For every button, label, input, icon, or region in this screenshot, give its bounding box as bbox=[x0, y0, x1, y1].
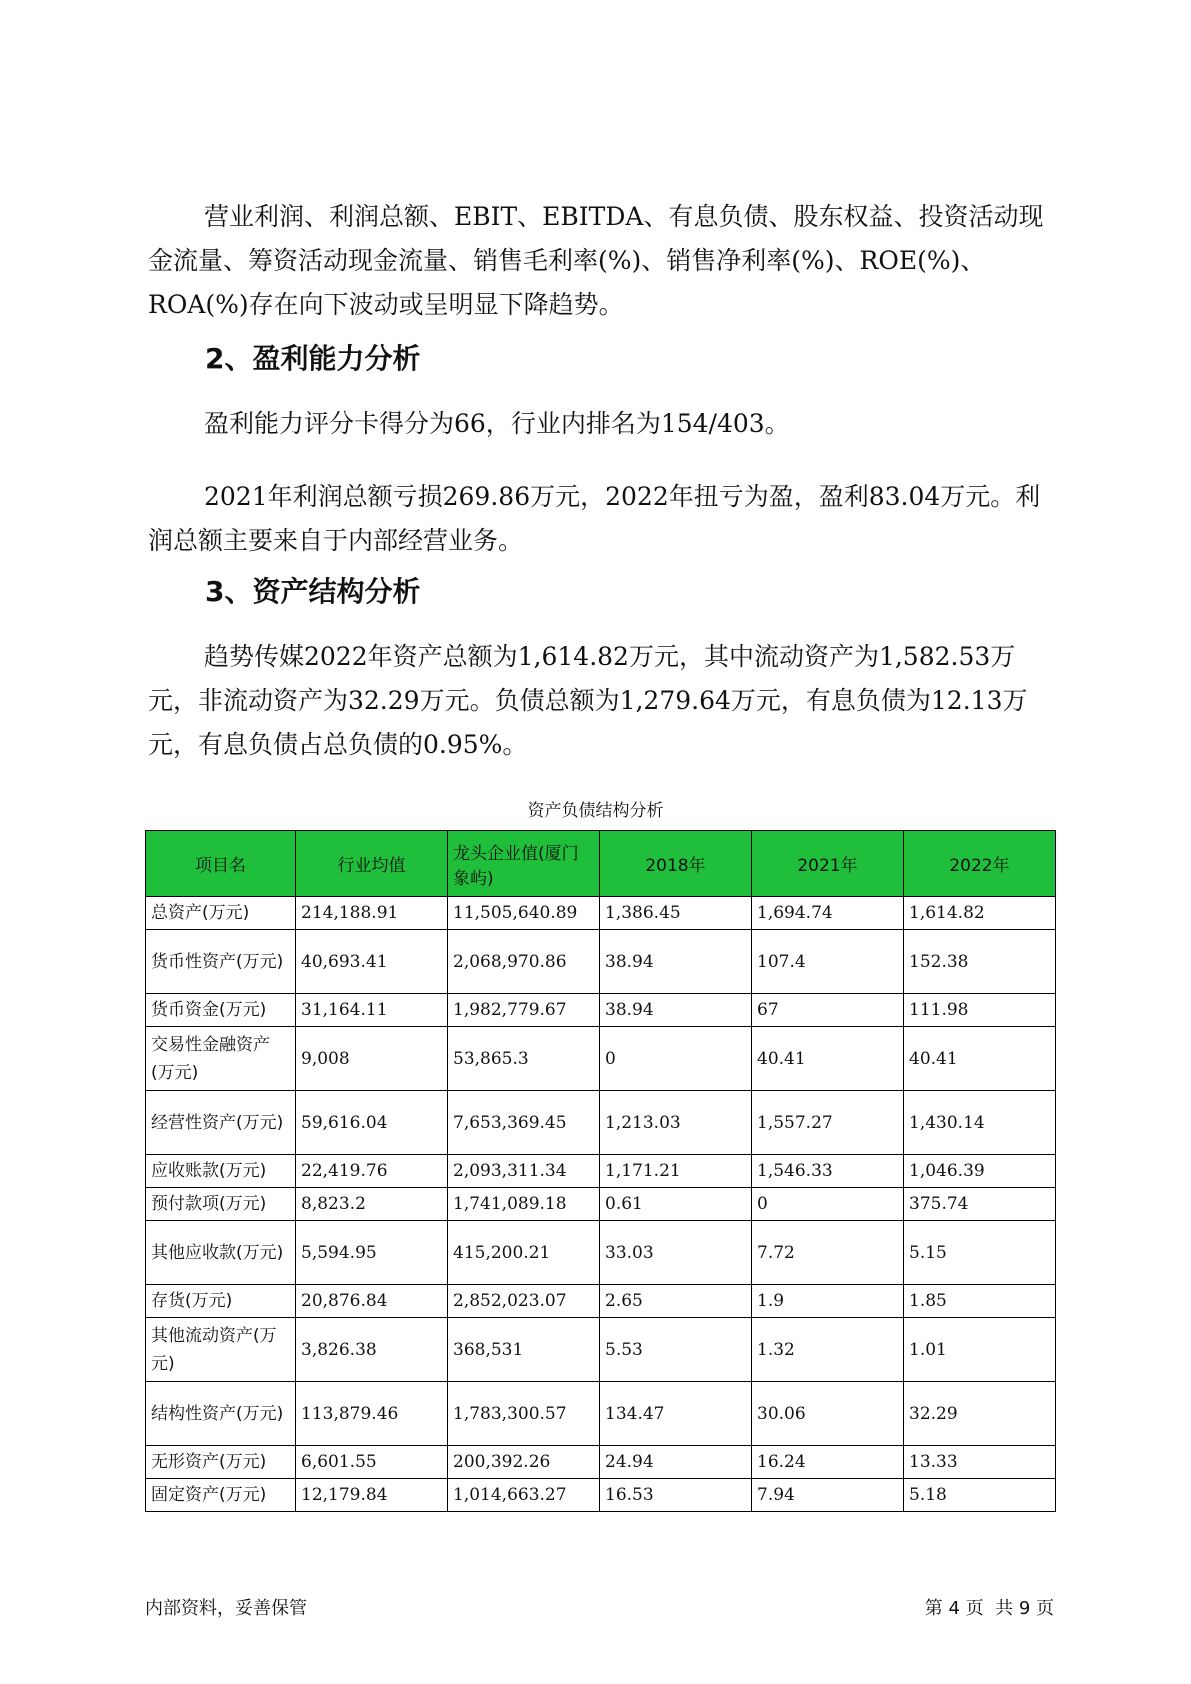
row-label-cell: 其他应收款(万元) bbox=[146, 1221, 296, 1285]
row-value-cell: 13.33 bbox=[904, 1446, 1056, 1479]
row-value-cell: 107.4 bbox=[752, 930, 904, 994]
row-value-cell: 1.85 bbox=[904, 1285, 1056, 1318]
intro-paragraph: 营业利润、利润总额、EBIT、EBITDA、有息负债、股东权益、投资活动现金流量、筹资活动现金流量、销售毛利率(%)、销售净利率(%)、ROE(%)、ROA(%)存在向下波动或呈明显下降趋势。 bbox=[148, 202, 1044, 319]
table-row bbox=[146, 1318, 1056, 1382]
table-row bbox=[146, 1479, 1056, 1512]
header-leader-value: 龙头企业值(厦门象屿) bbox=[448, 831, 600, 897]
row-value-cell: 1,783,300.57 bbox=[448, 1382, 600, 1446]
row-value-cell: 38.94 bbox=[600, 930, 752, 994]
table-body bbox=[146, 897, 1056, 1512]
header-item-name: 项目名 bbox=[146, 831, 296, 897]
row-value-cell: 113,879.46 bbox=[296, 1382, 448, 1446]
table-row bbox=[146, 1027, 1056, 1091]
row-value-cell: 59,616.04 bbox=[296, 1091, 448, 1155]
table-row bbox=[146, 1188, 1056, 1221]
table-row bbox=[146, 1446, 1056, 1479]
row-label-cell: 无形资产(万元) bbox=[146, 1446, 296, 1479]
table-row bbox=[146, 994, 1056, 1027]
row-value-cell: 40,693.41 bbox=[296, 930, 448, 994]
row-value-cell: 24.94 bbox=[600, 1446, 752, 1479]
row-value-cell: 1,014,663.27 bbox=[448, 1479, 600, 1512]
row-value-cell: 1,430.14 bbox=[904, 1091, 1056, 1155]
row-value-cell: 375.74 bbox=[904, 1188, 1056, 1221]
table-row bbox=[146, 897, 1056, 930]
row-value-cell: 415,200.21 bbox=[448, 1221, 600, 1285]
header-2018: 2018年 bbox=[600, 831, 752, 897]
row-value-cell: 152.38 bbox=[904, 930, 1056, 994]
row-value-cell: 3,826.38 bbox=[296, 1318, 448, 1382]
balance-sheet-table bbox=[145, 830, 1056, 1512]
table-row bbox=[146, 1382, 1056, 1446]
row-value-cell: 16.53 bbox=[600, 1479, 752, 1512]
row-value-cell: 12,179.84 bbox=[296, 1479, 448, 1512]
row-value-cell: 1,171.21 bbox=[600, 1155, 752, 1188]
row-label-cell: 固定资产(万元) bbox=[146, 1479, 296, 1512]
table-row bbox=[146, 1285, 1056, 1318]
row-value-cell: 5.53 bbox=[600, 1318, 752, 1382]
row-value-cell: 1,741,089.18 bbox=[448, 1188, 600, 1221]
header-2021: 2021年 bbox=[752, 831, 904, 897]
row-value-cell: 1,546.33 bbox=[752, 1155, 904, 1188]
row-value-cell: 1,614.82 bbox=[904, 897, 1056, 930]
row-value-cell: 33.03 bbox=[600, 1221, 752, 1285]
row-value-cell: 0.61 bbox=[600, 1188, 752, 1221]
row-value-cell: 1,982,779.67 bbox=[448, 994, 600, 1027]
row-value-cell: 20,876.84 bbox=[296, 1285, 448, 1318]
row-label-cell: 经营性资产(万元) bbox=[146, 1091, 296, 1155]
row-value-cell: 7.72 bbox=[752, 1221, 904, 1285]
row-value-cell: 134.47 bbox=[600, 1382, 752, 1446]
table-row bbox=[146, 1155, 1056, 1188]
row-value-cell: 0 bbox=[752, 1188, 904, 1221]
table-header-row bbox=[146, 831, 1056, 897]
row-value-cell: 2.65 bbox=[600, 1285, 752, 1318]
table-row bbox=[146, 1221, 1056, 1285]
row-value-cell: 1,046.39 bbox=[904, 1155, 1056, 1188]
row-value-cell: 40.41 bbox=[752, 1027, 904, 1091]
asset-structure-paragraph: 趋势传媒2022年资产总额为1,614.82万元，其中流动资产为1,582.53万元，非流动资产为32.29万元。负债总额为1,279.64万元，有息负债为12.13万元，有息负债占总负债的0.95%。 bbox=[148, 642, 1028, 759]
row-value-cell: 38.94 bbox=[600, 994, 752, 1027]
row-value-cell: 30.06 bbox=[752, 1382, 904, 1446]
row-value-cell: 1.32 bbox=[752, 1318, 904, 1382]
row-value-cell: 5.18 bbox=[904, 1479, 1056, 1512]
row-label-cell: 货币资金(万元) bbox=[146, 994, 296, 1027]
row-label-cell: 存货(万元) bbox=[146, 1285, 296, 1318]
row-value-cell: 1,694.74 bbox=[752, 897, 904, 930]
row-value-cell: 11,505,640.89 bbox=[448, 897, 600, 930]
row-value-cell: 31,164.11 bbox=[296, 994, 448, 1027]
footer-page-number: 第 4 页 共 9 页 bbox=[924, 1598, 1054, 1619]
row-value-cell: 1.9 bbox=[752, 1285, 904, 1318]
row-value-cell: 7,653,369.45 bbox=[448, 1091, 600, 1155]
row-value-cell: 16.24 bbox=[752, 1446, 904, 1479]
row-label-cell: 总资产(万元) bbox=[146, 897, 296, 930]
table-row bbox=[146, 930, 1056, 994]
row-value-cell: 40.41 bbox=[904, 1027, 1056, 1091]
row-value-cell: 1,557.27 bbox=[752, 1091, 904, 1155]
row-value-cell: 368,531 bbox=[448, 1318, 600, 1382]
row-value-cell: 2,068,970.86 bbox=[448, 930, 600, 994]
row-value-cell: 9,008 bbox=[296, 1027, 448, 1091]
row-value-cell: 7.94 bbox=[752, 1479, 904, 1512]
profit-total-paragraph: 2021年利润总额亏损269.86万元，2022年扭亏为盈，盈利83.04万元。利润总额主要来自于内部经营业务。 bbox=[148, 482, 1041, 555]
row-value-cell: 67 bbox=[752, 994, 904, 1027]
row-value-cell: 32.29 bbox=[904, 1382, 1056, 1446]
table-caption: 资产负债结构分析 bbox=[527, 801, 664, 821]
row-label-cell: 结构性资产(万元) bbox=[146, 1382, 296, 1446]
section-heading-profitability: 2、盈利能力分析 bbox=[205, 342, 421, 375]
row-value-cell: 111.98 bbox=[904, 994, 1056, 1027]
row-value-cell: 5.15 bbox=[904, 1221, 1056, 1285]
row-value-cell: 214,188.91 bbox=[296, 897, 448, 930]
row-value-cell: 200,392.26 bbox=[448, 1446, 600, 1479]
row-value-cell: 2,852,023.07 bbox=[448, 1285, 600, 1318]
row-label-cell: 应收账款(万元) bbox=[146, 1155, 296, 1188]
row-value-cell: 8,823.2 bbox=[296, 1188, 448, 1221]
row-label-cell: 预付款项(万元) bbox=[146, 1188, 296, 1221]
row-value-cell: 1,213.03 bbox=[600, 1091, 752, 1155]
row-value-cell: 1.01 bbox=[904, 1318, 1056, 1382]
header-industry-average: 行业均值 bbox=[296, 831, 448, 897]
header-2022: 2022年 bbox=[904, 831, 1056, 897]
row-value-cell: 22,419.76 bbox=[296, 1155, 448, 1188]
row-value-cell: 5,594.95 bbox=[296, 1221, 448, 1285]
footer-confidential-note: 内部资料，妥善保管 bbox=[145, 1598, 307, 1619]
row-value-cell: 0 bbox=[600, 1027, 752, 1091]
profitability-score-paragraph: 盈利能力评分卡得分为66，行业内排名为154/403。 bbox=[204, 409, 790, 438]
row-value-cell: 2,093,311.34 bbox=[448, 1155, 600, 1188]
row-value-cell: 53,865.3 bbox=[448, 1027, 600, 1091]
row-value-cell: 1,386.45 bbox=[600, 897, 752, 930]
row-label-cell: 交易性金融资产(万元) bbox=[146, 1027, 296, 1091]
table-row bbox=[146, 1091, 1056, 1155]
section-heading-asset-structure: 3、资产结构分析 bbox=[205, 575, 421, 608]
row-value-cell: 6,601.55 bbox=[296, 1446, 448, 1479]
row-label-cell: 货币性资产(万元) bbox=[146, 930, 296, 994]
row-label-cell: 其他流动资产(万元) bbox=[146, 1318, 296, 1382]
